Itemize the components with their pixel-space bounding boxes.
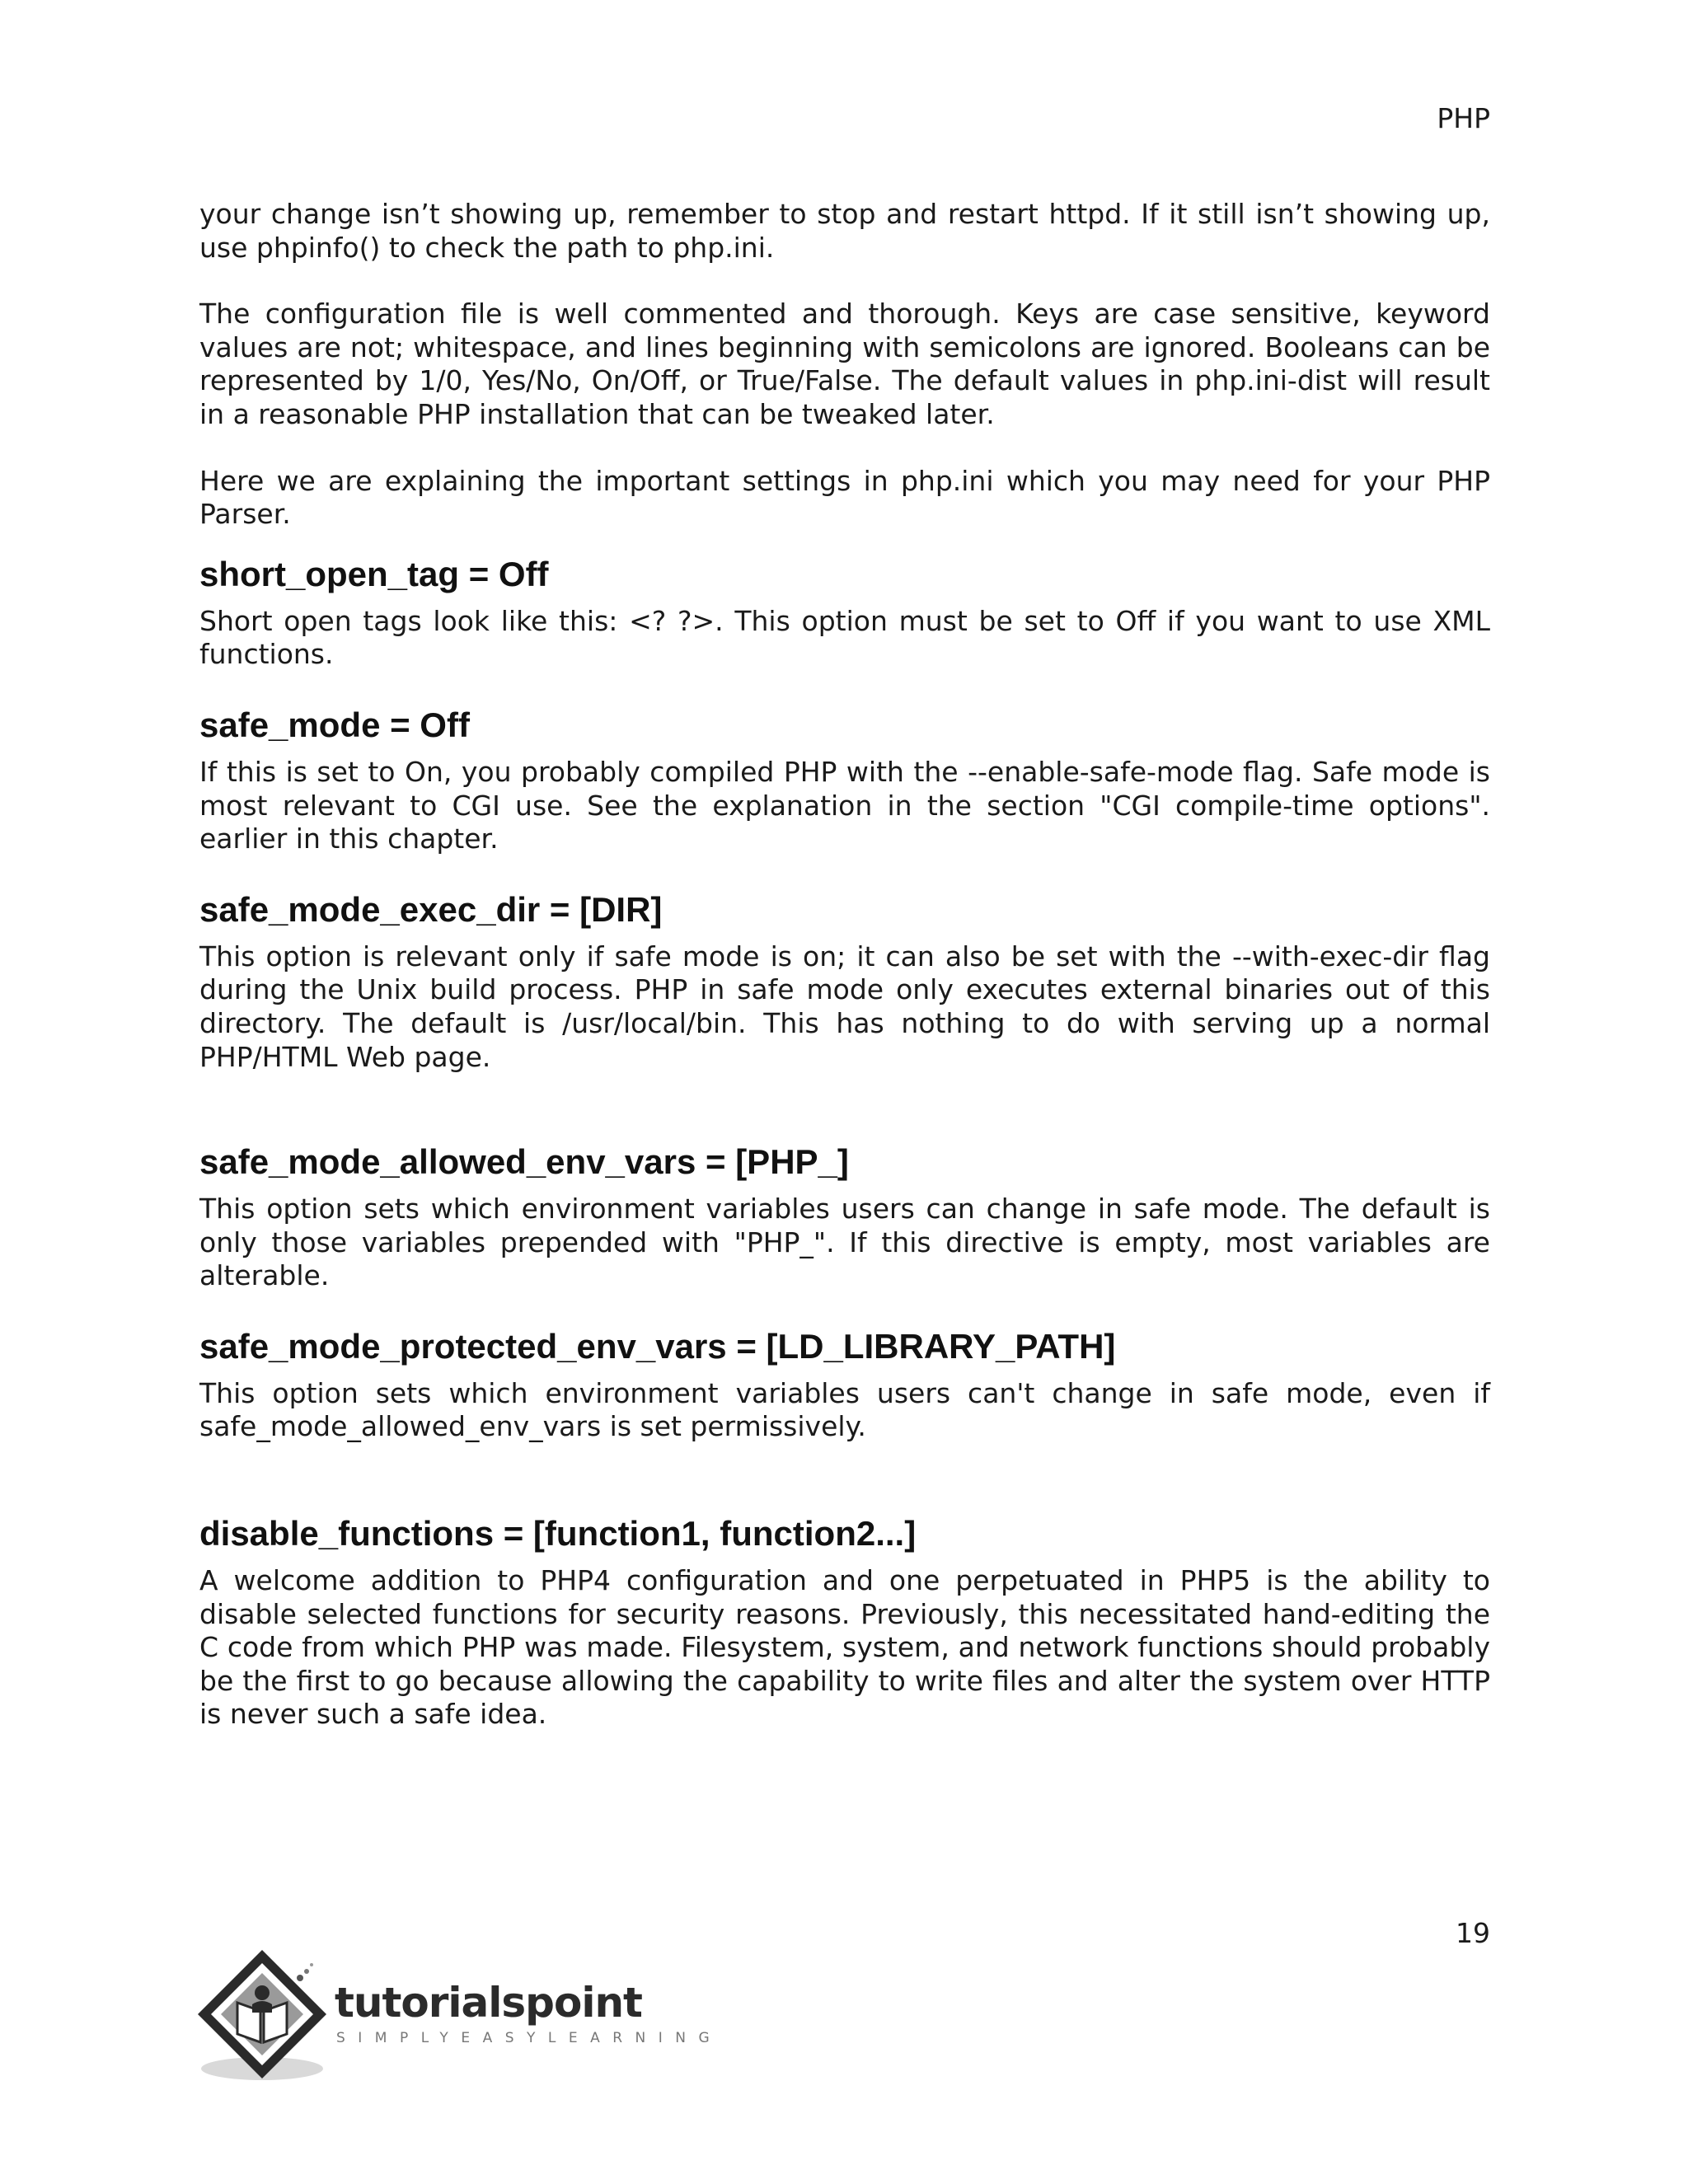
section-text-disable-functions: A welcome addition to PHP4 configuration and one perpetuated in PHP5 is the ability to disable selected functions for security reasons. Previously, this necessitated hand-editing the C code from which PHP was made. Filesystem, system, and network functions should probably be the first to go because allowing the capability to write files and alter the system over HTTP is never such a safe idea. [199,1564,1490,1731]
section-heading-safe-mode: safe_mode = Off [199,705,470,744]
section-heading-safe-mode-exec-dir: safe_mode_exec_dir = [DIR] [199,889,663,929]
logo-wordmark: tutorialspoint [335,1979,642,2027]
section-heading-disable-functions: disable_functions = [function1, function2...] [199,1514,917,1554]
section-heading-safe-mode-allowed-env-vars: safe_mode_allowed_env_vars = [PHP_] [199,1142,849,1182]
section-text-safe-mode-allowed-env-vars: This option sets which environment variables users can change in safe mode. The default is only those variables prepended with "PHP_". If this directive is empty, most variables are alterable. [199,1193,1490,1292]
intro-paragraph-2: The configuration file is well commented and thorough. Keys are case sensitive, keyword values are not; whitespace, and lines beginning with semicolons are ignored. Booleans can be represented by 1/0, Yes/No, On/Off, or True/False. The default values in php.ini-dist will result in a reasonable PHP installation that can be tweaked later. [199,298,1490,430]
section-text-safe-mode-protected-env-vars: This option sets which environment variables users can't change in safe mode, even if safe_mode_allowed_env_vars is set permissively. [199,1376,1490,1443]
tutorialspoint-book-diamond-icon [195,1945,335,2093]
running-header: PHP [1437,102,1490,134]
section-text-safe-mode-exec-dir: This option is relevant only if safe mode is on; it can also be set with the --with-exec-dir flag during the Unix build process. PHP in safe mode only executes external binaries out of this directory. The default is /usr/local/bin. This has nothing to do with serving up a normal PHP/HTML Web page. [199,940,1490,1073]
section-text-short-open-tag: Short open tags look like this: <? ?>. This option must be set to Off if you want to use XML functions. [199,604,1490,671]
intro-paragraph-3: Here we are explaining the important settings in php.ini which you may need for your PHP Parser. [199,464,1490,531]
page-number: 19 [1456,1917,1490,1949]
section-heading-short-open-tag: short_open_tag = Off [199,554,549,593]
intro-paragraph-1: your change isn’t showing up, remember to stop and restart httpd. If it still isn’t showing up, use phpinfo() to check the path to php.ini. [199,198,1490,264]
tutorialspoint-logo [195,1945,723,2093]
section-text-safe-mode: If this is set to On, you probably compiled PHP with the --enable-safe-mode flag. Safe mode is most relevant to CGI use. See the explanation in the section "CGI compile-time options". earlier in this chapter. [199,755,1490,855]
logo-tagline: SIMPLYEASYLEARNING [336,2030,723,2046]
section-heading-safe-mode-protected-env-vars: safe_mode_protected_env_vars = [LD_LIBRARY_PATH] [199,1326,1116,1366]
page-content [199,198,1490,1732]
